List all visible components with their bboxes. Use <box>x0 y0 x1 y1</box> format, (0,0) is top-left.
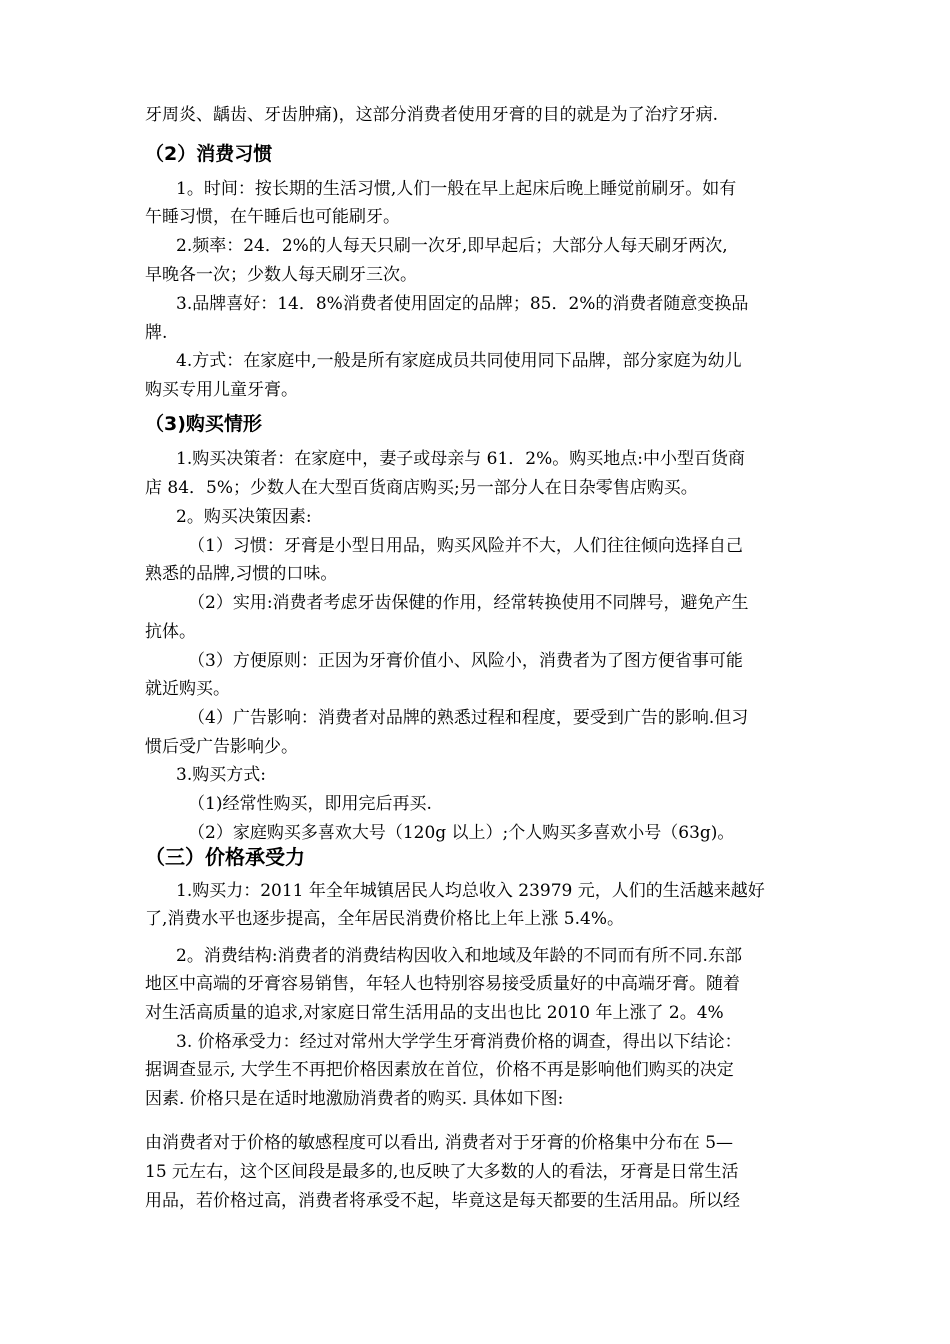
section-heading-consumption-habits: （2）消费习惯 <box>145 143 273 165</box>
section-heading-purchase-situation: （3)购买情形 <box>145 413 262 435</box>
paragraph-line: 2.频率：24．2%的人每天只刷一次牙,即早起后；大部分人每天刷牙两次, <box>176 236 728 256</box>
paragraph-line: 早晚各一次；少数人每天刷牙三次。 <box>145 265 417 285</box>
paragraph-line: 据调查显示, 大学生不再把价格因素放在首位，价格不再是影响他们购买的决定 <box>145 1060 734 1080</box>
paragraph-line: （3）方便原则：正因为牙膏价值小、风险小，消费者为了图方便省事可能 <box>188 651 743 671</box>
paragraph-line: （2）实用:消费者考虑牙齿保健的作用，经常转换使用不同牌号，避免产生 <box>188 593 749 613</box>
paragraph-line: 了,消费水平也逐步提高，全年居民消费价格比上年上涨 5.4%。 <box>145 909 624 929</box>
paragraph-line: 由消费者对于价格的敏感程度可以看出, 消费者对于牙膏的价格集中分布在 5— <box>145 1133 734 1153</box>
paragraph-line: 2。消费结构:消费者的消费结构因收入和地域及年龄的不同而有所不同.东部 <box>176 946 742 966</box>
paragraph-line: 4.方式：在家庭中,一般是所有家庭成员共同使用同下品牌，部分家庭为幼儿 <box>176 351 742 371</box>
paragraph-line: 2。购买决策因素: <box>176 507 312 527</box>
paragraph-line: 因素. 价格只是在适时地激励消费者的购买. 具体如下图: <box>145 1089 564 1109</box>
paragraph-line: 熟悉的品牌,习惯的口味。 <box>145 564 338 584</box>
paragraph-line: 15 元左右，这个区间段是最多的,也反映了大多数的人的看法，牙膏是日常生活 <box>145 1162 739 1182</box>
paragraph-line: 店 84．5%；少数人在大型百货商店购买;另一部分人在日杂零售店购买。 <box>145 478 698 498</box>
paragraph-line: 3. 价格承受力：经过对常州大学学生牙膏消费价格的调查，得出以下结论： <box>176 1032 742 1052</box>
paragraph-line: 对生活高质量的追求,对家庭日常生活用品的支出也比 2010 年上涨了 2。4% <box>145 1003 724 1023</box>
paragraph-line: 抗体。 <box>145 622 196 642</box>
paragraph-line: 就近购买。 <box>145 679 230 699</box>
paragraph-line: 用品，若价格过高，消费者将承受不起，毕竟这是每天都要的生活用品。所以经 <box>145 1191 740 1211</box>
paragraph-line: 3.品牌喜好：14．8%消费者使用固定的品牌；85．2%的消费者随意变换品 <box>176 294 749 314</box>
paragraph-line: 地区中高端的牙膏容易销售，年轻人也特别容易接受质量好的中高端牙膏。随着 <box>145 974 740 994</box>
paragraph-line: 惯后受广告影响少。 <box>145 737 298 757</box>
paragraph-line: 购买专用儿童牙膏。 <box>145 380 298 400</box>
paragraph-line: 3.购买方式: <box>176 765 266 785</box>
paragraph-line: 午睡习惯，在午睡后也可能刷牙。 <box>145 207 400 227</box>
paragraph-line: 1.购买力：2011 年全年城镇居民人均总收入 23979 元，人们的生活越来越好 <box>176 881 765 901</box>
paragraph-line: （1)经常性购买，即用完后再买. <box>188 794 432 814</box>
paragraph-line: 牌. <box>145 323 168 343</box>
paragraph-line: （2）家庭购买多喜欢大号（120g 以上）;个人购买多喜欢小号（63g)。 <box>188 823 735 843</box>
paragraph-line: 牙周炎、龋齿、牙齿肿痛)，这部分消费者使用牙膏的目的就是为了治疗牙病. <box>145 105 719 125</box>
paragraph-line: 1。时间：按长期的生活习惯,人们一般在早上起床后晚上睡觉前刷牙。如有 <box>176 179 737 199</box>
paragraph-line: （1）习惯：牙膏是小型日用品，购买风险并不大，人们往往倾向选择自己 <box>188 536 743 556</box>
section-heading-price-tolerance: （三）价格承受力 <box>145 845 305 869</box>
paragraph-line: （4）广告影响：消费者对品牌的熟悉过程和程度，要受到广告的影响.但习 <box>188 708 749 728</box>
paragraph-line: 1.购买决策者：在家庭中，妻子或母亲与 61．2%。购买地点:中小型百货商 <box>176 449 745 469</box>
